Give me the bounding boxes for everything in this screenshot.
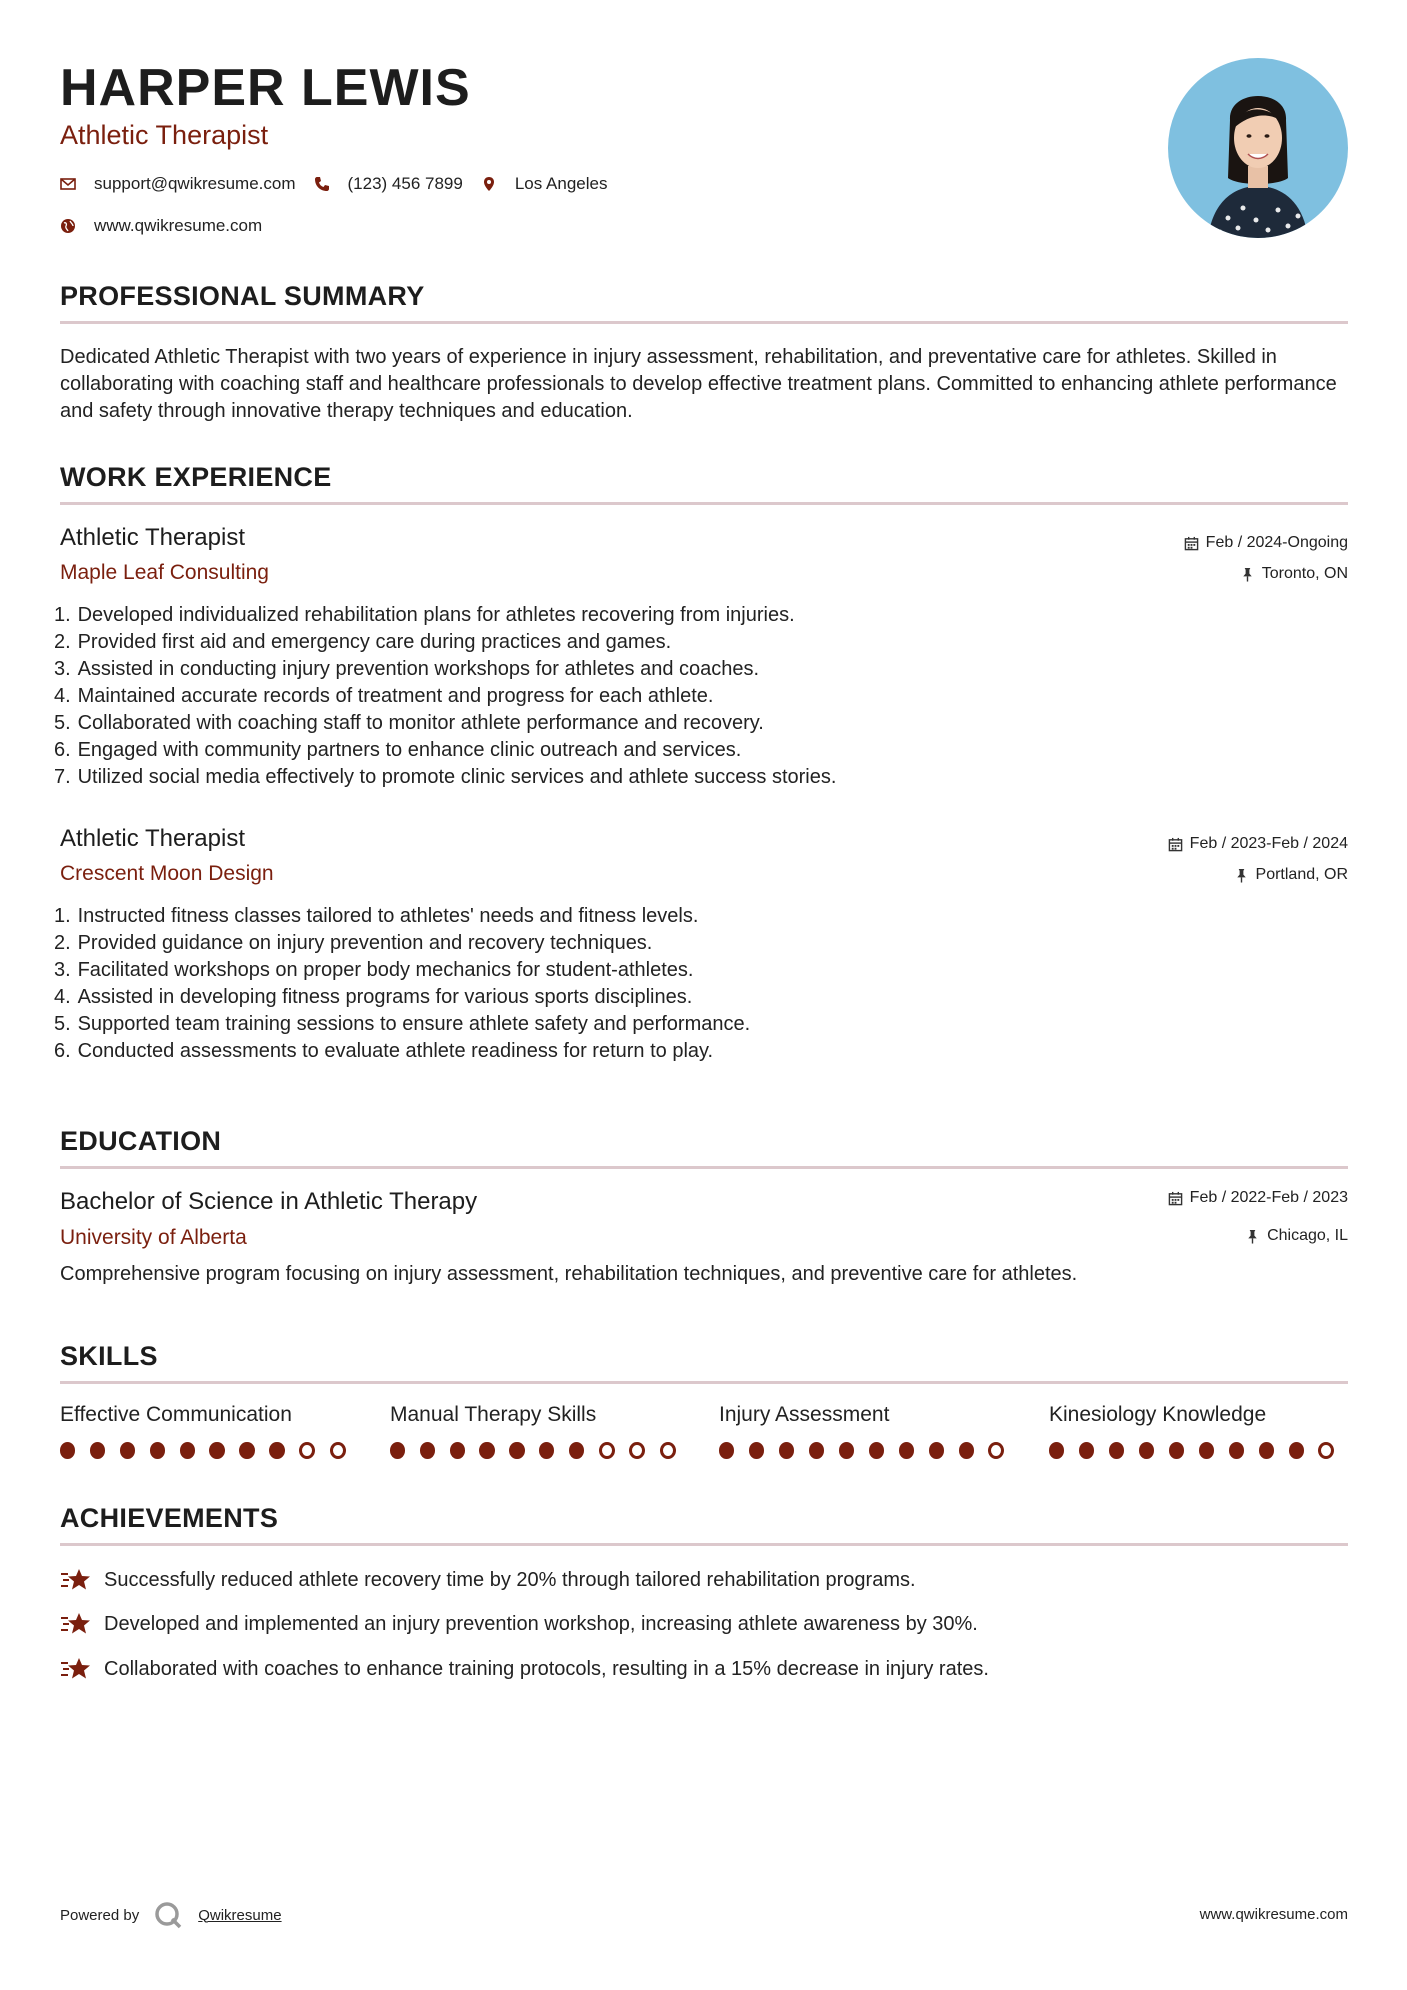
skill-rating	[390, 1442, 690, 1459]
contact-phone[interactable]	[314, 174, 463, 194]
rating-dot-filled	[869, 1442, 884, 1459]
list-item: 1. Developed individualized rehabilitation plans for athletes recovering from injuries.	[54, 604, 795, 626]
section-title-skills: SKILLS	[60, 1341, 158, 1371]
education-location	[1245, 1227, 1348, 1245]
job-dates-text: Feb / 2024-Ongoing	[1205, 534, 1348, 551]
job-bullets	[54, 903, 1348, 1065]
footer-powered-by	[60, 1900, 282, 1930]
list-item: 6. Engaged with community partners to enhance clinic outreach and services.	[54, 739, 742, 761]
list-item: 3. Facilitated workshops on proper body mechanics for student-athletes.	[54, 959, 694, 981]
rating-dot-filled	[929, 1442, 944, 1459]
website-row	[60, 216, 280, 236]
skill-item	[719, 1400, 1019, 1459]
rating-dot-filled	[150, 1442, 165, 1459]
job-bullets	[54, 602, 1348, 791]
calendar-icon	[1168, 1191, 1183, 1206]
rating-dot-empty	[299, 1442, 315, 1459]
rating-dot-filled	[1229, 1442, 1244, 1459]
rating-dot-filled	[839, 1442, 854, 1459]
pushpin-icon	[1234, 868, 1249, 883]
globe-icon	[60, 218, 76, 234]
skill-item	[60, 1400, 360, 1459]
section-divider	[60, 502, 1348, 505]
job-company: Maple Leaf Consulting	[60, 561, 269, 584]
email-text: support@qwikresume.com	[94, 174, 296, 193]
rating-dot-filled	[1289, 1442, 1304, 1459]
achievement-text: Collaborated with coaches to enhance training protocols, resulting in a 15% decrease in injury rates.	[104, 1657, 989, 1680]
list-item: 3. Assisted in conducting injury prevention workshops for athletes and coaches.	[54, 658, 760, 680]
rating-dot-filled	[60, 1442, 75, 1459]
job-dates	[1184, 534, 1348, 552]
contact-location	[481, 174, 608, 194]
rating-dot-empty	[330, 1442, 346, 1459]
rating-dot-filled	[209, 1442, 224, 1459]
list-item: 2. Provided guidance on injury prevention and recovery techniques.	[54, 932, 653, 954]
list-item: 4. Maintained accurate records of treatment and progress for each athlete.	[54, 685, 714, 707]
section-title-achievements: ACHIEVEMENTS	[60, 1503, 279, 1533]
skill-name: Effective Communication	[60, 1403, 292, 1426]
contact-email[interactable]	[60, 174, 296, 194]
achievement-item	[60, 1566, 916, 1594]
job-company: Crescent Moon Design	[60, 862, 274, 885]
pushpin-icon	[1245, 1229, 1260, 1244]
rating-dot-empty	[599, 1442, 615, 1459]
rating-dot-filled	[450, 1442, 465, 1459]
job-location	[1240, 565, 1348, 583]
skill-name: Kinesiology Knowledge	[1049, 1403, 1267, 1426]
brand-link[interactable]: Qwikresume	[198, 1906, 282, 1924]
rating-dot-filled	[959, 1442, 974, 1459]
achievement-item	[60, 1610, 978, 1638]
job-dates	[1168, 835, 1348, 853]
skill-rating	[60, 1442, 360, 1459]
education-degree: Bachelor of Science in Athletic Therapy	[60, 1188, 478, 1215]
achievement-text: Successfully reduced athlete recovery time by 20% through tailored rehabilitation programs.	[104, 1568, 916, 1591]
calendar-icon	[1168, 837, 1183, 852]
list-item: 5. Supported team training sessions to ensure athlete safety and performance.	[54, 1013, 751, 1035]
candidate-name: HARPER LEWIS	[60, 59, 471, 117]
powered-by-label: Powered by	[60, 1906, 140, 1924]
rating-dot-empty	[660, 1442, 676, 1459]
envelope-icon	[60, 176, 76, 192]
list-item: 7. Utilized social media effectively to promote clinic services and athlete success stories.	[54, 766, 837, 788]
rating-dot-filled	[719, 1442, 734, 1459]
website-text: www.qwikresume.com	[94, 216, 263, 235]
rating-dot-filled	[1049, 1442, 1064, 1459]
list-item: 5. Collaborated with coaching staff to monitor athlete performance and recovery.	[54, 712, 764, 734]
achievement-text: Developed and implemented an injury prevention workshop, increasing athlete awareness by 30%.	[104, 1612, 978, 1635]
rating-dot-filled	[509, 1442, 524, 1459]
job-location	[1234, 866, 1348, 884]
rating-dot-filled	[1259, 1442, 1274, 1459]
rating-dot-filled	[1199, 1442, 1214, 1459]
skill-name: Injury Assessment	[719, 1403, 890, 1426]
section-divider	[60, 1381, 1348, 1384]
education-dates	[1168, 1189, 1348, 1207]
candidate-role: Athletic Therapist	[60, 120, 269, 150]
list-item: 4. Assisted in developing fitness programs for various sports disciplines.	[54, 986, 693, 1008]
skill-rating	[719, 1442, 1019, 1459]
calendar-icon	[1184, 536, 1199, 551]
education-description: Comprehensive program focusing on injury assessment, rehabilitation techniques, and preventive care for athletes.	[60, 1263, 1078, 1285]
rating-dot-filled	[479, 1442, 494, 1459]
rating-dot-filled	[899, 1442, 914, 1459]
rating-dot-filled	[749, 1442, 764, 1459]
section-divider	[60, 321, 1348, 324]
rating-dot-filled	[390, 1442, 405, 1459]
rating-dot-filled	[269, 1442, 284, 1459]
rating-dot-filled	[809, 1442, 824, 1459]
rating-dot-empty	[988, 1442, 1004, 1459]
rating-dot-filled	[1109, 1442, 1124, 1459]
location-text: Los Angeles	[514, 174, 608, 193]
star-icon	[60, 1610, 92, 1638]
rating-dot-filled	[779, 1442, 794, 1459]
section-title-education: EDUCATION	[60, 1126, 222, 1156]
skill-item	[390, 1400, 690, 1459]
list-item: 1. Instructed fitness classes tailored to athletes' needs and fitness levels.	[54, 905, 699, 927]
resume-page	[54, 0, 1348, 1990]
section-divider	[60, 1543, 1348, 1546]
pushpin-icon	[1240, 567, 1255, 582]
list-item: 2. Provided first aid and emergency care during practices and games.	[54, 631, 672, 653]
rating-dot-filled	[239, 1442, 254, 1459]
rating-dot-empty	[1318, 1442, 1334, 1459]
footer-website[interactable]: www.qwikresume.com	[1199, 1906, 1348, 1923]
job-title: Athletic Therapist	[60, 825, 245, 852]
skill-rating	[1049, 1442, 1349, 1459]
achievement-item	[60, 1655, 989, 1683]
qwikresume-logo-icon	[153, 1900, 183, 1930]
rating-dot-filled	[420, 1442, 435, 1459]
job-title: Athletic Therapist	[60, 524, 245, 551]
profile-photo	[1168, 58, 1348, 238]
job-location-text: Toronto, ON	[1261, 565, 1348, 582]
rating-dot-filled	[539, 1442, 554, 1459]
education-school: University of Alberta	[60, 1226, 247, 1249]
rating-dot-filled	[1079, 1442, 1094, 1459]
rating-dot-filled	[90, 1442, 105, 1459]
rating-dot-empty	[629, 1442, 645, 1459]
section-title-experience: WORK EXPERIENCE	[60, 462, 332, 492]
rating-dot-filled	[1139, 1442, 1154, 1459]
phone-icon	[314, 176, 330, 192]
contact-row	[60, 174, 625, 194]
list-item: 6. Conducted assessments to evaluate athlete readiness for return to play.	[54, 1040, 714, 1062]
rating-dot-filled	[120, 1442, 135, 1459]
education-dates-text: Feb / 2022-Feb / 2023	[1189, 1189, 1348, 1206]
skill-name: Manual Therapy Skills	[390, 1403, 597, 1426]
star-icon	[60, 1566, 92, 1594]
rating-dot-filled	[1169, 1442, 1184, 1459]
rating-dot-filled	[569, 1442, 584, 1459]
summary-text: Dedicated Athletic Therapist with two years of experience in injury assessment, rehabilitation, and preventative care for athletes. Skilled in collaborating with coaching staff and healthcare professionals to develop effective treatment plans. Committed to enhancing athlete performance and safety through innovative therapy techniques and education.	[60, 346, 1337, 422]
job-location-text: Portland, OR	[1255, 866, 1348, 883]
education-location-text: Chicago, IL	[1267, 1227, 1348, 1244]
map-pin-icon	[481, 176, 497, 192]
star-icon	[60, 1655, 92, 1683]
contact-website[interactable]	[60, 216, 262, 236]
rating-dot-filled	[180, 1442, 195, 1459]
section-title-summary: PROFESSIONAL SUMMARY	[60, 281, 425, 311]
skill-item	[1049, 1400, 1349, 1459]
job-dates-text: Feb / 2023-Feb / 2024	[1189, 835, 1348, 852]
phone-text: (123) 456 7899	[347, 174, 463, 193]
section-divider	[60, 1166, 1348, 1169]
